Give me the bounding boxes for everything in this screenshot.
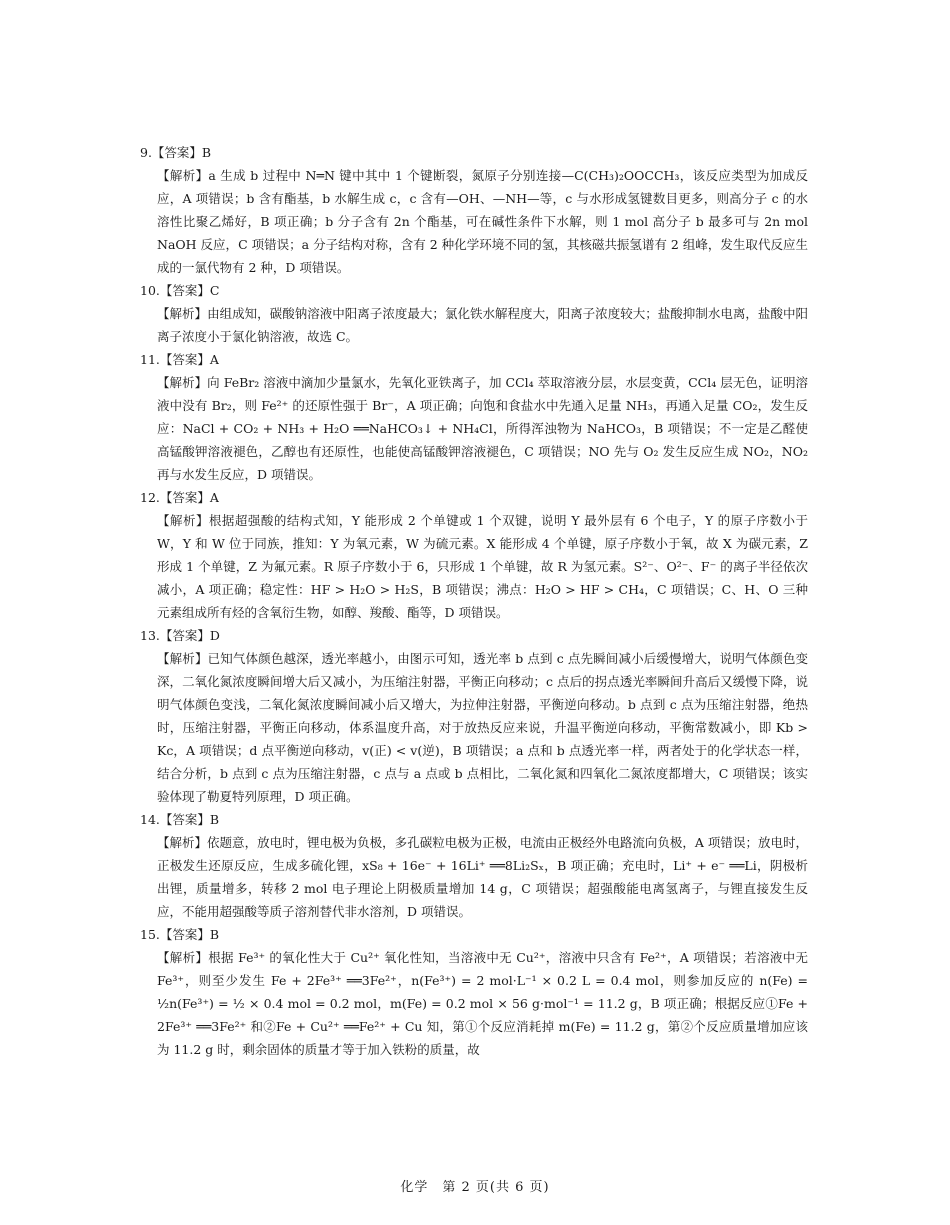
question-15: [140, 923, 808, 1061]
answer-line: 14.【答案】B: [140, 812, 220, 827]
answer-line: 13.【答案】D: [140, 628, 220, 643]
question-14: [140, 808, 808, 923]
answer-line: 12.【答案】A: [140, 490, 219, 505]
explanation-text: 【解析】根据 Fe³⁺ 的氧化性大于 Cu²⁺ 氧化性知，当溶液中无 Cu²⁺，溶液中只含有 Fe²⁺，A 项错误；若溶液中无 Fe³⁺，则至少发生 Fe + 2Fe³⁺ ══3Fe²⁺，n(Fe³⁺) = 2 mol·L⁻¹ × 0.2 L = 0.4 mol，则参加反应的 n(Fe) = ½n(Fe³⁺) = ½ × 0.4 mol = 0.2 mol，m(Fe) = 0.2 mol × 56 g·mol⁻¹ = 11.2 g，B 项正确；根据反应①Fe + 2Fe³⁺ ══3Fe²⁺ 和②Fe + Cu²⁺ ══Fe²⁺ + Cu 知，第①个反应消耗掉 m(Fe) = 11.2 g，第②个反应质量增加应该为 11.2 g 时，剩余固体的质量才等于加入铁粉的质量，故: [157, 950, 808, 1057]
question-12: [140, 486, 808, 624]
question-10: [140, 279, 808, 348]
question-13: [140, 624, 808, 808]
question-11: [140, 348, 808, 486]
answer-line: 11.【答案】A: [140, 352, 219, 367]
answer-explanations: [140, 141, 808, 1061]
answer-line: 15.【答案】B: [140, 927, 220, 942]
explanation-text: 【解析】依题意，放电时，锂电极为负极，多孔碳粒电极为正极，电流由正极经外电路流向负极，A 项错误；放电时，正极发生还原反应，生成多硫化锂，xS₈ + 16e⁻ + 16Li⁺ ══8Li₂Sₓ，B 项正确；充电时，Li⁺ + e⁻ ══Li，阴极析出锂，质量增多，转移 2 mol 电子理论上阴极质量增加 14 g，C 项错误；超强酸能电离氢离子，与锂直接发生反应，不能用超强酸等质子溶剂替代非水溶剂，D 项错误。: [157, 835, 808, 919]
explanation-text: 【解析】由组成知，碳酸钠溶液中阳离子浓度最大；氯化铁水解程度大，阳离子浓度较大；盐酸抑制水电离，盐酸中阳离子浓度小于氯化钠溶液，故选 C。: [157, 306, 808, 344]
explanation-text: 【解析】向 FeBr₂ 溶液中滴加少量氯水，先氧化亚铁离子，加 CCl₄ 萃取溶液分层，水层变黄，CCl₄ 层无色，证明溶液中没有 Br₂，则 Fe²⁺ 的还原性强于 Br⁻，A 项正确；向饱和食盐水中先通入足量 NH₃，再通入足量 CO₂，发生反应：NaCl + CO₂ + NH₃ + H₂O ══NaHCO₃↓ + NH₄Cl，所得浑浊物为 NaHCO₃，B 项错误；不一定是乙醛使高锰酸钾溶液褪色，乙醇也有还原性，也能使高锰酸钾溶液褪色，C 项错误；NO 先与 O₂ 发生反应生成 NO₂，NO₂ 再与水发生反应，D 项错误。: [157, 375, 808, 482]
page-footer: 化学 第 2 页(共 6 页): [400, 1180, 550, 1195]
question-9: [140, 141, 808, 279]
explanation-text: 【解析】根据超强酸的结构式知，Y 能形成 2 个单键或 1 个双键，说明 Y 最外层有 6 个电子，Y 的原子序数小于 W，Y 和 W 位于同族，推知：Y 为氧元素，W 为硫元素。X 能形成 4 个单键，原子序数小于氧，故 X 为碳元素，Z 形成 1 个单键，Z 为氟元素。R 原子序数小于 6，只形成 1 个单键，故 R 为氢元素。S²⁻、O²⁻、F⁻ 的离子半径依次减小，A 项正确；稳定性：HF > H₂O > H₂S，B 项错误；沸点：H₂O > HF > CH₄，C 项错误；C、H、O 三种元素组成所有烃的含氧衍生物，如醇、羧酸、酯等，D 项错误。: [157, 513, 808, 620]
answer-line: 10.【答案】C: [140, 283, 220, 298]
explanation-text: 【解析】a 生成 b 过程中 N═N 键中其中 1 个键断裂，氮原子分别连接—C(CH₃)₂OOCCH₃，该反应类型为加成反应，A 项错误；b 含有酯基，b 水解生成 c，c 含有—OH、—NH—等，c 与水形成氢键数目更多，则高分子 c 的水溶性比聚乙烯好，B 项正确；b 分子含有 2n 个酯基，可在碱性条件下水解，则 1 mol 高分子 b 最多可与 2n mol NaOH 反应，C 项错误；a 分子结构对称，含有 2 种化学环境不同的氢，其核磁共振氢谱有 2 组峰，发生取代反应生成的一氯代物有 2 种，D 项错误。: [157, 168, 808, 275]
explanation-text: 【解析】已知气体颜色越深，透光率越小，由图示可知，透光率 b 点到 c 点先瞬间减小后缓慢增大，说明气体颜色变深，二氧化氮浓度瞬间增大后又减小，为压缩注射器，平衡正向移动；c 点后的拐点透光率瞬间升高后又缓慢下降，说明气体颜色变浅，二氧化氮浓度瞬间减小后又增大，为拉伸注射器，平衡逆向移动。b 点到 c 点为压缩注射器，绝热时，压缩注射器，平衡正向移动，体系温度升高，对于放热反应来说，升温平衡逆向移动，平衡常数减小，即 Kb > Kc，A 项错误；d 点平衡逆向移动，v(正) < v(逆)，B 项错误；a 点和 b 点透光率一样，两者处于的化学状态一样，结合分析，b 点到 c 点为压缩注射器，c 点与 a 点或 b 点相比，二氧化氮和四氧化二氮浓度都增大，C 项错误；该实验体现了勒夏特列原理，D 项正确。: [157, 651, 808, 804]
answer-line: 9.【答案】B: [140, 145, 212, 160]
